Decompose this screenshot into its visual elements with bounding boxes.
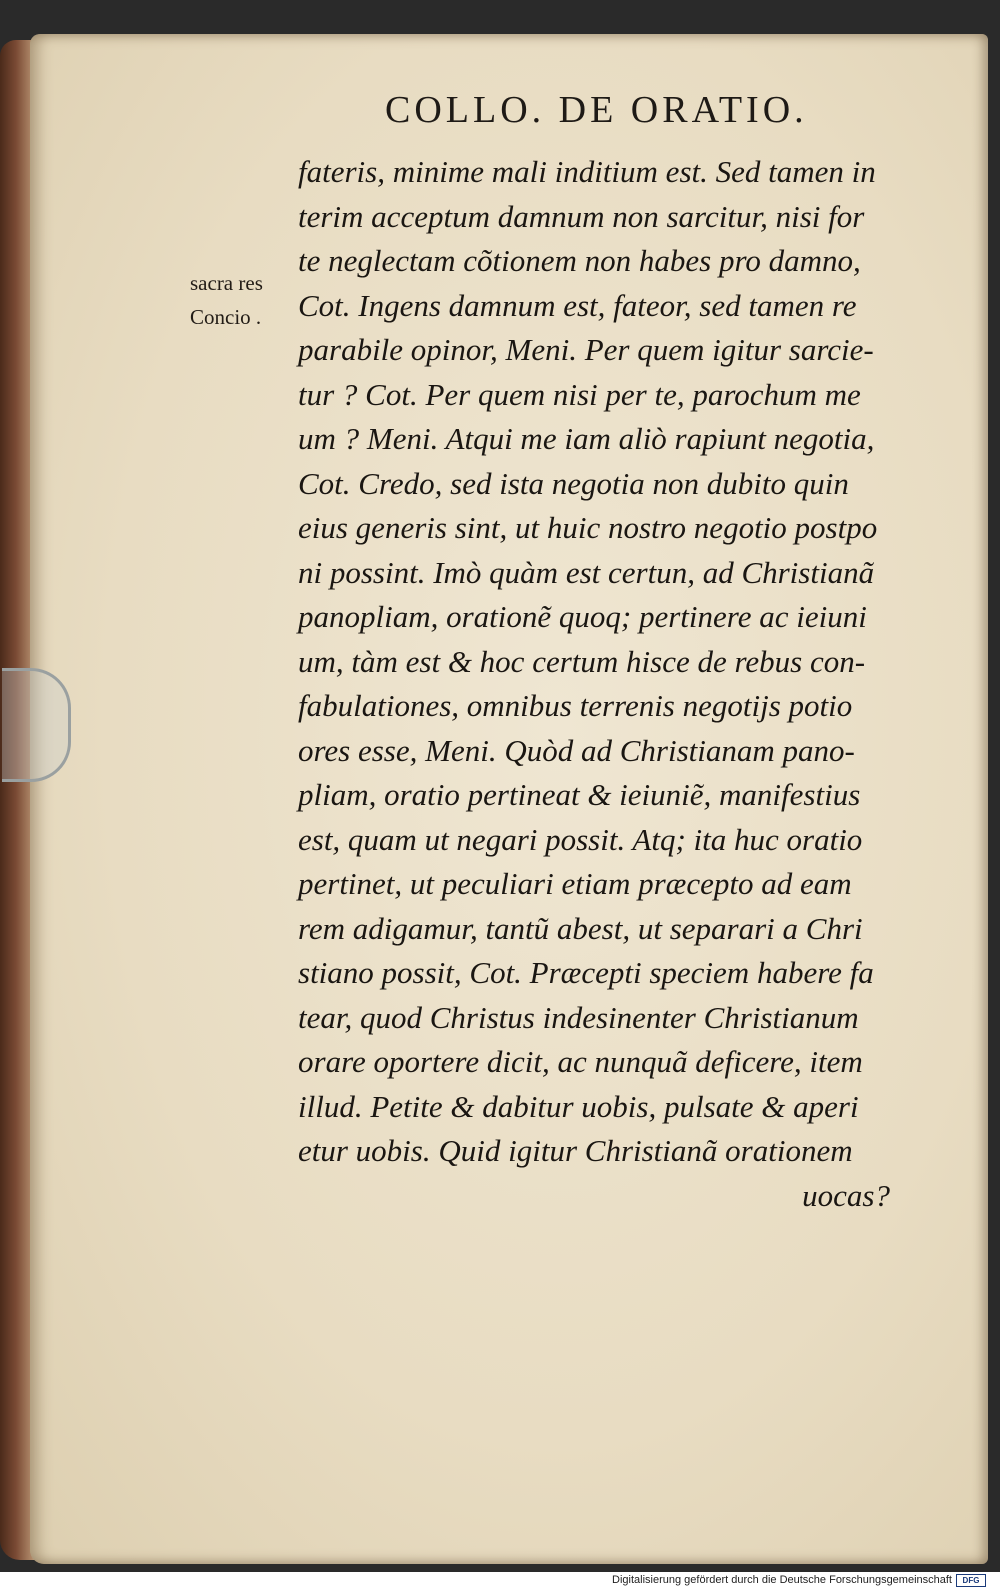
text-line: stiano possit, Cot. Præcepti speciem habere fa [298,955,874,990]
text-line: etur uobis. Quid igitur Christianã orationem [298,1133,853,1168]
marginal-note [190,266,263,334]
text-line: panopliam, orationẽ quoq; pertinere ac ieiuni [298,599,867,634]
running-title: COLLO. DE ORATIO. [385,89,808,131]
text-line: tear, quod Christus indesinenter Christianum [298,999,859,1035]
text-line: terim acceptum damnum non sarcitur, nisi for [298,198,865,234]
marginal-note-line: Concio . [190,305,262,329]
body-text [298,150,910,1218]
text-line: parabile opinor, Meni. Per quem igitur sarcie- [298,332,874,367]
text-line: um, tàm est & hoc certum hisce de rebus con- [298,643,866,679]
text-line: te neglectam cõtionem non habes pro damno, [298,243,861,278]
text-line: rem adigamur, tantũ abest, ut separari a Chri [298,910,863,946]
text-line: eius generis sint, ut huic nostro negotio postpo [298,510,878,545]
text-line: Cot. Credo, sed ista negotia non dubito quin [298,465,849,501]
text-line: est, quam ut negari possit. Atq; ita huc oratio [298,821,863,857]
text-line: Cot. Ingens damnum est, fateor, sed tamen re [298,287,857,323]
text-line: fabulationes, omnibus terrenis negotijs potio [298,688,853,723]
page-clip [2,668,71,782]
text-line: illud. Petite & dabitur uobis, pulsate & aperi [298,1088,859,1124]
footer-credit: Digitalisierung gefördert durch die Deutsche Forschungsgemeinschaft [612,1574,952,1586]
text-line: pertinet, ut peculiari etiam præcepto ad eam [298,866,852,901]
dfg-logo: DFG [956,1574,986,1587]
text-line: um ? Meni. Atqui me iam aliò rapiunt negotia, [298,421,875,456]
text-line: tur ? Cot. Per quem nisi per te, parochum me [298,376,861,412]
text-line: ores esse, Meni. Quòd ad Christianam pano- [298,732,855,768]
marginal-note-line: sacra res [190,271,263,295]
catchword: uocas? [802,1177,890,1213]
text-line: fateris, minime mali inditium est. Sed tamen in [298,154,876,189]
text-line: pliam, oratio pertineat & ieiuniẽ, manifestius [298,777,861,812]
text-line: orare oportere dicit, ac nunquã deficere, item [298,1044,863,1079]
text-line: ni possint. Imò quàm est certun, ad Christianã [298,554,875,590]
